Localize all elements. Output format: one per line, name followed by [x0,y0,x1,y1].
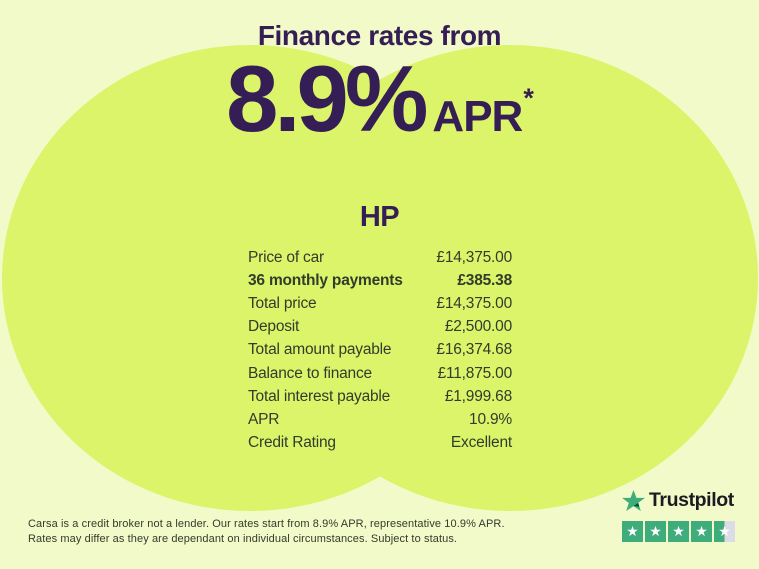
star-icon: ★ [718,523,731,539]
finance-row [248,432,512,455]
finance-row [248,269,512,292]
finance-row-label: APR [248,410,280,428]
trustpilot-rating-stars [622,521,735,542]
finance-row [248,339,512,362]
headline-rate [0,46,759,151]
banner-title: Finance rates from [257,20,502,51]
rate-value: 8.9% [226,46,425,151]
disclaimer [28,517,505,546]
disclaimer-line1: Carsa is a credit broker not a lender. Our rates start from 8.9% APR, representative 10.9% APR. [28,518,505,530]
star-icon: ★ [672,523,685,539]
rate-apr-label [432,83,532,142]
trustpilot-star-box [645,521,666,542]
finance-row-value: £1,999.68 [444,387,512,405]
finance-row-label: Total price [248,294,317,312]
disclaimer-line2: Rates may differ as they are dependant on individual circumstances. Subject to status. [28,532,458,545]
finance-row-value: £14,375.00 [436,248,512,266]
finance-row [248,246,512,269]
finance-row [248,316,512,339]
finance-row-label: Balance to finance [248,364,372,382]
finance-table [248,246,512,455]
star-icon: ★ [626,523,639,539]
trustpilot-star-box [668,521,689,542]
finance-row-label: Total amount payable [248,341,392,359]
finance-row [248,292,512,315]
finance-row-value: 10.9% [469,410,512,428]
rate-footnote-asterisk: * [523,83,533,113]
trustpilot-star-box [622,521,643,542]
finance-row-label: Price of car [248,248,324,266]
finance-row [248,362,512,385]
finance-row-label: 36 monthly payments [248,271,403,289]
trustpilot-logo [622,489,735,512]
finance-row [248,385,512,408]
trustpilot-widget [622,489,735,542]
star-icon: ★ [649,523,662,539]
rate-apr-text: APR [432,92,523,141]
finance-row [248,408,512,431]
finance-row-value: £2,500.00 [444,318,512,336]
finance-row-value: £16,374.68 [436,341,512,359]
trustpilot-star-box [714,521,735,542]
finance-row-label: Total interest payable [248,387,391,405]
finance-row-value: £385.38 [457,271,512,289]
finance-row-value: Excellent [450,434,512,452]
finance-row-value: £14,375.00 [436,294,512,312]
star-icon: ★ [695,523,708,539]
product-heading: HP [359,201,400,233]
finance-row-value: £11,875.00 [437,364,512,382]
trustpilot-star-icon [622,490,645,512]
finance-row-label: Deposit [248,318,300,336]
trustpilot-brand-text: Trustpilot [649,489,734,511]
finance-row-label: Credit Rating [248,434,336,452]
trustpilot-star-box [691,521,712,542]
